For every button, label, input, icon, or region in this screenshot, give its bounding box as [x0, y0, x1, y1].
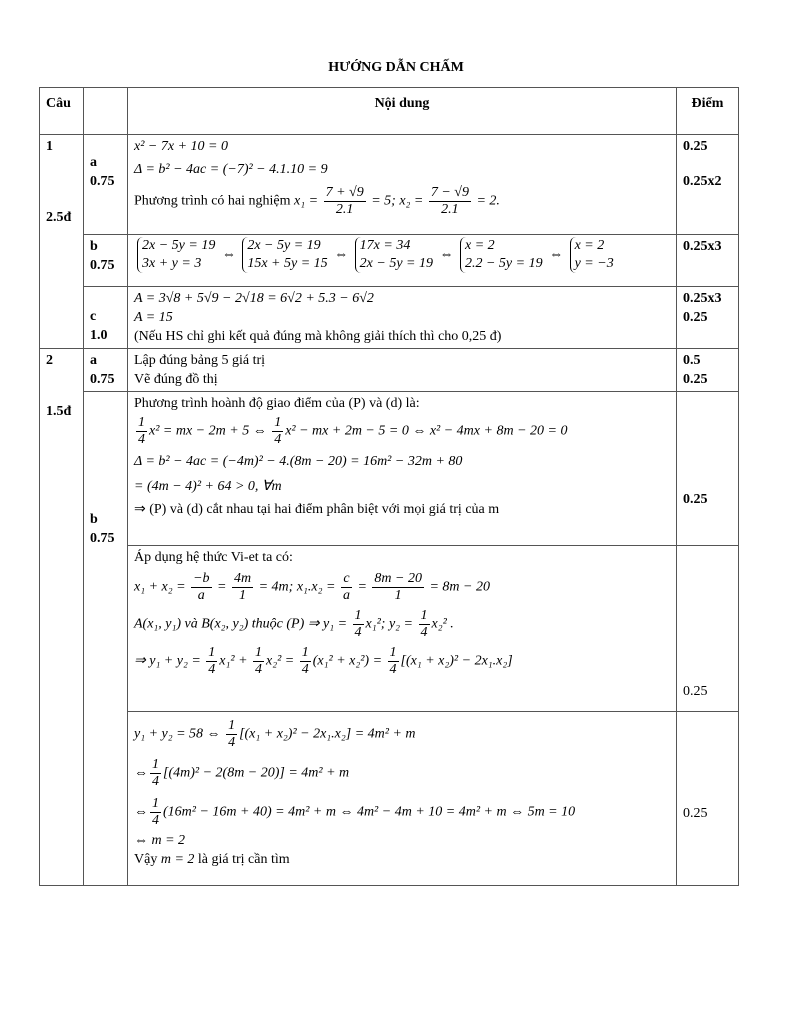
q2b-p2-frac-b	[191, 571, 211, 604]
q1b-score1: 0.25x3	[683, 239, 722, 254]
q2b-p3-l3b: (16m² − 16m + 40) = 4m² + m ⇔ 4m² − 4m + 10 = 4m² + m ⇔ 5m = 10	[163, 804, 576, 820]
frac-den: 4	[301, 662, 309, 677]
q2b-p1-line2	[134, 415, 670, 448]
q1b-s3-eq2: 2x − 5y = 19	[359, 256, 433, 271]
q1b-system-5	[570, 237, 614, 273]
q2b-part2-content	[128, 546, 677, 712]
frac-num: 1	[152, 796, 159, 811]
equiv-arrow: ⇔	[134, 804, 148, 820]
q2-number: 2	[46, 353, 53, 368]
quarter-frac	[300, 645, 311, 678]
q1b-s4-eq1: x = 2	[464, 238, 495, 253]
q2b-part3-content	[128, 712, 677, 886]
q2b-p2-frac-4m	[232, 571, 253, 604]
frac-num: 1	[228, 718, 236, 733]
grading-table	[39, 87, 739, 886]
q1a-line3	[134, 185, 670, 218]
q2a-line2: Vẽ đúng đồ thị	[134, 372, 218, 387]
q2b-p3-line5	[134, 850, 670, 869]
frac-num: 4m	[233, 571, 252, 586]
q2b-p3-vay: Vậy	[134, 852, 158, 867]
frac-den: 4	[152, 813, 159, 828]
q2-total: 1.5đ	[46, 404, 72, 419]
q1-number: 1	[46, 139, 53, 154]
frac-num: 1	[301, 645, 309, 660]
quarter-frac	[226, 718, 237, 751]
equiv-arrow: ⇔	[134, 765, 148, 781]
q1b-s1-eq1: 2x − 5y = 19	[142, 238, 216, 253]
q1c-score-cell	[677, 287, 739, 349]
q2b-p3-line3	[134, 796, 670, 829]
q1b-s3-eq1: 17x = 34	[359, 238, 411, 253]
q2b-p2-line3	[134, 608, 670, 641]
q1c-label: c	[90, 309, 97, 324]
frac-den: 4	[228, 735, 236, 750]
q2a-label: a	[90, 353, 97, 368]
q1b-points: 0.75	[90, 258, 115, 273]
q1b-score-cell	[677, 235, 739, 287]
q1a-line2: Δ = b² − 4ac = (−7)² − 4.1.10 = 9	[134, 162, 328, 177]
q1-cell	[40, 135, 84, 349]
q2b-p2-frac-c	[341, 571, 352, 604]
q2b-p3-answer: m = 2	[160, 852, 195, 867]
q1b-s2-eq1: 2x − 5y = 19	[247, 238, 321, 253]
frac-den: 4	[138, 432, 145, 447]
q2b-part1-content	[128, 392, 677, 546]
q2b-p2-ysum: ⇒ y₁ + y₂ =	[134, 653, 201, 669]
q2b-p2-sum-lhs: x₁ + x₂ =	[134, 579, 186, 595]
q2b-p3-conclusion: là giá trị cần tìm	[197, 852, 290, 867]
q2b-p1-score-cell	[677, 392, 739, 546]
quarter-frac	[272, 415, 283, 448]
q1a-x2-den: 2.1	[441, 202, 459, 217]
q2b-row-1	[40, 392, 739, 546]
equiv-arrow: ⇔	[221, 247, 236, 263]
quarter-frac	[419, 608, 430, 641]
equiv-arrow: ⇔	[334, 247, 349, 263]
q1b-system-4	[460, 237, 543, 273]
q1b-system-3	[355, 237, 433, 273]
frac-den: 4	[208, 662, 216, 677]
q2a-label-cell	[84, 349, 128, 392]
frac-den: 4	[389, 662, 397, 677]
q1a-x1-frac	[324, 185, 366, 218]
q1b-row	[40, 235, 739, 287]
frac-den: 4	[152, 774, 159, 789]
q1c-score2: 0.25	[683, 310, 708, 325]
frac-den: 4	[274, 432, 282, 447]
q2b-p2-line2	[134, 571, 670, 604]
q2a-line1: Lập đúng bảng 5 giá trị	[134, 353, 266, 368]
q2b-p1-score: 0.25	[683, 492, 708, 507]
header-row	[40, 88, 739, 135]
q2b-p1-line1: Phương trình hoành độ giao điểm của (P) và (d) là:	[134, 396, 420, 411]
q2-cell	[40, 349, 84, 886]
q2b-p3-score-cell	[677, 712, 739, 886]
q1b-s5-eq1: x = 2	[574, 238, 605, 253]
q2b-p2-y1: x₁²; y₂ =	[365, 616, 413, 632]
q1a-x1-rhs: = 5;	[371, 193, 396, 209]
frac-den: 4	[354, 625, 362, 640]
header-score: Điểm	[677, 88, 739, 135]
q2b-label: b	[90, 512, 98, 527]
q2b-p3-score: 0.25	[683, 806, 708, 821]
q1a-x2-num: 7 − √9	[430, 185, 469, 200]
header-blank	[84, 88, 128, 135]
equals: =	[357, 579, 367, 595]
q2b-p3-line2	[134, 757, 670, 790]
q1-total: 2.5đ	[46, 210, 72, 225]
q1c-note: (Nếu HS chỉ ghi kết quả đúng mà không giải thích thì cho 0,25 đ)	[134, 329, 502, 344]
q1a-x1-num: 7 + √9	[325, 185, 364, 200]
q2b-p1-eq-b: x² − mx + 2m − 5 = 0 ⇔ x² − 4mx + 8m − 20 = 0	[285, 423, 568, 439]
q1a-points: 0.75	[90, 174, 115, 189]
q2a-score2: 0.25	[683, 372, 708, 387]
equiv-arrow: ⇔	[549, 247, 564, 263]
q1a-content	[128, 135, 677, 235]
frac-num: 1	[420, 608, 428, 623]
quarter-frac	[388, 645, 399, 678]
q2b-p2-t3: (x₁² + x₂²) =	[312, 653, 383, 669]
frac-den: 4	[420, 625, 428, 640]
q2b-p2-score: 0.25	[683, 684, 708, 699]
q2b-p3-line4: ⇔ m = 2	[134, 833, 186, 848]
q1c-line2: A = 15	[134, 310, 173, 325]
frac-num: 1	[208, 645, 216, 660]
quarter-frac	[353, 608, 364, 641]
frac-num: 1	[138, 415, 145, 430]
q1b-content	[128, 235, 677, 287]
q2b-points: 0.75	[90, 531, 115, 546]
q2b-label-cell	[84, 392, 128, 886]
q2b-p2-y2: x₂² .	[431, 616, 454, 632]
q1b-label: b	[90, 239, 98, 254]
q2b-p2-prod-rhs: = 8m − 20	[429, 579, 490, 595]
q2b-p2-score-cell	[677, 546, 739, 712]
q1b-s1-eq2: 3x + y = 3	[142, 256, 202, 271]
q1c-line1: A = 3√8 + 5√9 − 2√18 = 6√2 + 5.3 − 6√2	[134, 291, 374, 306]
q2b-p2-t4: [(x₁ + x₂)² − 2x₁.x₂]	[400, 653, 513, 669]
q2b-p3-line1	[134, 718, 670, 751]
q1c-content	[128, 287, 677, 349]
q2b-p1-line4: = (4m − 4)² + 64 > 0, ∀m	[134, 479, 282, 494]
quarter-frac	[253, 645, 264, 678]
q2b-p2-line4	[134, 645, 670, 678]
frac-num: 8m − 20	[374, 571, 422, 586]
q2b-p3-l2b: [(4m)² − 2(8m − 20)] = 4m² + m	[163, 765, 350, 781]
q1a-score2: 0.25x2	[683, 174, 722, 189]
q2b-row-3	[40, 712, 739, 886]
q1c-score1: 0.25x3	[683, 291, 722, 306]
q1b-s5-eq2: y = −3	[574, 256, 614, 271]
header-content: Nội dung	[128, 88, 677, 135]
q1a-label: a	[90, 155, 97, 170]
frac-num: 1	[274, 415, 282, 430]
q2a-content	[128, 349, 677, 392]
q1b-system-1	[137, 237, 215, 273]
frac-num: 1	[152, 757, 159, 772]
q2b-p1-eq-a: x² = mx − 2m + 5 ⇔	[149, 423, 267, 439]
frac-num: 1	[255, 645, 263, 660]
frac-num: 1	[389, 645, 397, 660]
q2b-p2-t2: x₂² =	[266, 653, 295, 669]
equiv-arrow: ⇔	[439, 247, 454, 263]
q1b-label-cell	[84, 235, 128, 287]
q1a-x1-lhs: x₁ =	[294, 193, 319, 209]
quarter-frac	[150, 757, 161, 790]
q1a-row	[40, 135, 739, 235]
q2b-p1-line3: Δ = b² − 4ac = (−4m)² − 4.(8m − 20) = 16m² − 32m + 80	[134, 454, 463, 469]
q2b-p3-l1b: [(x₁ + x₂)² − 2x₁.x₂] = 4m² + m	[239, 726, 416, 742]
equals: =	[217, 579, 227, 595]
q2b-p2-line1: Áp dụng hệ thức Vi-et ta có:	[134, 550, 293, 565]
frac-den: a	[197, 588, 205, 603]
q2b-p2-t1: x₁² +	[219, 653, 248, 669]
frac-num: c	[341, 571, 352, 588]
page-title: HƯỚNG DẪN CHẤM	[328, 60, 464, 75]
q2b-p2-prod-lhs: = 4m; x₁.x₂ =	[258, 579, 336, 595]
q2b-p1-line5: ⇒ (P) và (d) cắt nhau tại hai điểm phân biệt với mọi giá trị của m	[134, 502, 500, 517]
frac-num: 1	[354, 608, 362, 623]
frac-den: 4	[255, 662, 263, 677]
q2b-p2-frac-8m	[372, 571, 424, 604]
quarter-frac	[206, 645, 217, 678]
q2a-points: 0.75	[90, 372, 115, 387]
q1c-row	[40, 287, 739, 349]
q1a-x2-frac	[429, 185, 471, 218]
q1a-score1: 0.25	[683, 139, 708, 154]
frac-den: 1	[239, 588, 247, 603]
frac-den: a	[342, 588, 350, 603]
q1a-label-cell	[84, 135, 128, 235]
q2a-score1: 0.5	[683, 353, 701, 368]
header-question: Câu	[40, 88, 84, 135]
q1a-x2-rhs: = 2.	[476, 193, 500, 209]
q1a-score-cell	[677, 135, 739, 235]
q1b-system-2	[242, 237, 327, 273]
quarter-frac	[150, 796, 161, 829]
q2a-row	[40, 349, 739, 392]
q2b-p2-points: A(x₁, y₁) và B(x₂, y₂) thuộc (P) ⇒ y₁ =	[134, 616, 348, 632]
q1c-label-cell	[84, 287, 128, 349]
q1a-x2-lhs: x₂ =	[399, 193, 424, 209]
q1c-points: 1.0	[90, 328, 108, 343]
q1a-x1-den: 2.1	[335, 202, 354, 217]
q2b-p3-l1a: y₁ + y₂ = 58 ⇔	[134, 726, 221, 742]
q1b-systems	[134, 237, 670, 273]
q1a-roots-text: Phương trình có hai nghiệm	[134, 193, 291, 209]
frac-num: −b	[193, 571, 210, 586]
q1b-s2-eq2: 15x + 5y = 15	[247, 256, 328, 271]
q2b-row-2	[40, 546, 739, 712]
frac-den: 1	[394, 588, 402, 603]
quarter-frac	[136, 415, 147, 448]
q2a-score-cell	[677, 349, 739, 392]
q1a-line1: x² − 7x + 10 = 0	[134, 139, 228, 154]
q1b-s4-eq2: 2.2 − 5y = 19	[464, 256, 543, 271]
